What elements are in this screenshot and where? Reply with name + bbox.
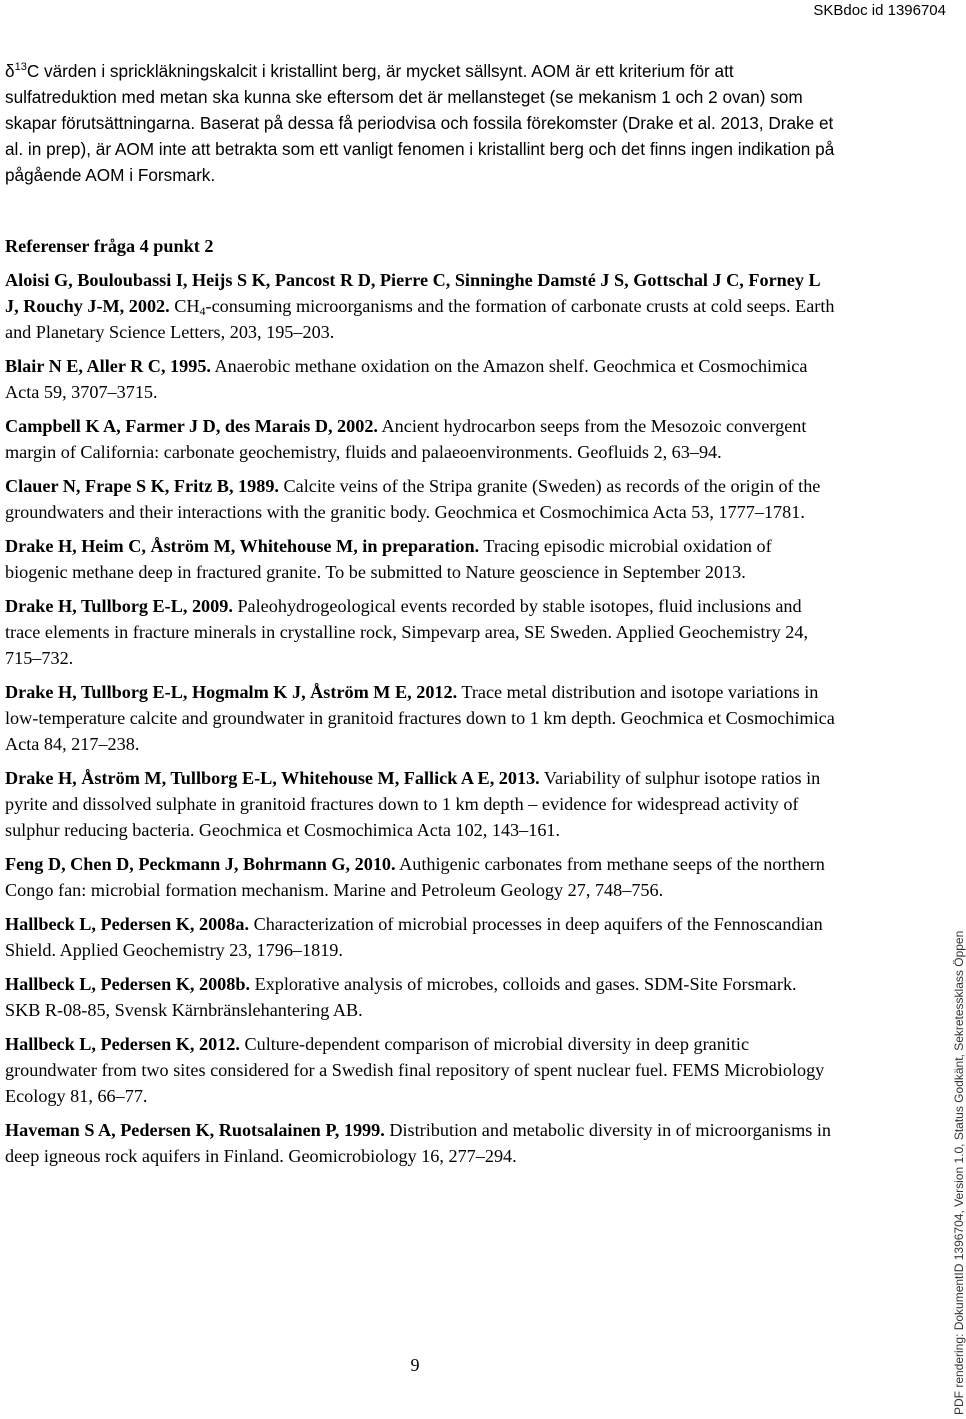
reference-text: Anaerobic methane oxidation on the Amazon shelf. Geochmica et Cosmochimica Acta 59, 3707–3715. bbox=[5, 356, 808, 402]
reference-text: Paleohydrogeological events recorded by stable isotopes, fluid inclusions and trace elements in fracture minerals in crystalline rock, Simpevarp area, SE Sweden. Applied Geochemistry 24, 715–732. bbox=[5, 596, 809, 668]
reference-authors: Clauer N, Frape S K, Fritz B, 1989. bbox=[5, 476, 279, 496]
reference-item bbox=[5, 679, 835, 757]
reference-text: Culture-dependent comparison of microbial diversity in deep granitic groundwater from two sites considered for a Swedish final repository of spent nuclear fuel. FEMS Microbiology Ecology 81, 66–77. bbox=[5, 1034, 825, 1106]
delta-symbol: δ bbox=[5, 61, 15, 81]
reference-authors: Feng D, Chen D, Peckmann J, Bohrmann G, 2010. bbox=[5, 854, 396, 874]
reference-authors: Hallbeck L, Pedersen K, 2008a. bbox=[5, 914, 250, 934]
reference-item bbox=[5, 533, 835, 585]
reference-authors: Drake H, Tullborg E-L, 2009. bbox=[5, 596, 233, 616]
reference-authors: Blair N E, Aller R C, 1995. bbox=[5, 356, 211, 376]
isotope-superscript: 13 bbox=[14, 61, 27, 73]
reference-item bbox=[5, 473, 835, 525]
intro-text: C värden i sprickläkningskalcit i kristallint berg, är mycket sällsynt. AOM är ett kriterium för att sulfatreduktion med metan ska kunna ske eftersom det är mellansteget (se mekanism 1 och 2 ovan) som skapar förutsättningarna. Baserat på dessa få periodvisa och fossila förekomster (Drake et al. 2013, Drake et al. in prep), är AOM inte att betrakta som ett vanligt fenomen i kristallint berg och det finns ingen indikation på pågående AOM i Forsmark. bbox=[5, 61, 835, 185]
pdf-rendering-sidebar-text: PDF rendering: DokumentID 1396704, Version 1.0, Status Godkänt, Sekretessklass Öppen bbox=[952, 930, 966, 1415]
reference-text: Characterization of microbial processes in deep aquifers of the Fennoscandian Shield. Applied Geochemistry 23, 1796–1819. bbox=[5, 914, 823, 960]
reference-item bbox=[5, 1117, 835, 1169]
reference-item bbox=[5, 911, 835, 963]
reference-text: Variability of sulphur isotope ratios in pyrite and dissolved sulphate in granitoid fractures down to 1 km depth – evidence for widespread activity of sulphur reducing bacteria. Geochmica et Cosmochimica Acta 102, 143–161. bbox=[5, 768, 821, 840]
intro-paragraph bbox=[5, 58, 835, 188]
reference-authors: Drake H, Heim C, Åström M, Whitehouse M, in preparation. bbox=[5, 536, 480, 556]
reference-text: Trace metal distribution and isotope variations in low-temperature calcite and groundwater in granitoid fractures down to 1 km depth. Geochmica et Cosmochimica Acta 84, 217–238. bbox=[5, 682, 835, 754]
reference-text: Authigenic carbonates from methane seeps of the northern Congo fan: microbial formation mechanism. Marine and Petroleum Geology 27, 748–756. bbox=[5, 854, 825, 900]
page-number: 9 bbox=[410, 1355, 420, 1375]
reference-authors: Aloisi G, Bouloubassi I, Heijs S K, Pancost R D, Pierre C, Sinninghe Damsté J S, Gottschal J C, Forney L J, Rouchy J-M, 2002. bbox=[5, 270, 820, 316]
reference-item bbox=[5, 1031, 835, 1109]
reference-item bbox=[5, 353, 835, 405]
references-heading: Referenser fråga 4 punkt 2 bbox=[5, 236, 214, 256]
reference-item bbox=[5, 851, 835, 903]
reference-text: Ancient hydrocarbon seeps from the Mesozoic convergent margin of California: carbonate geochemistry, fluids and palaeoenvironments. Geofluids 2, 63–94. bbox=[5, 416, 807, 462]
reference-authors: Campbell K A, Farmer J D, des Marais D, 2002. bbox=[5, 416, 378, 436]
reference-authors: Drake H, Tullborg E-L, Hogmalm K J, Åström M E, 2012. bbox=[5, 682, 458, 702]
reference-text: Tracing episodic microbial oxidation of biogenic methane deep in fractured granite. To be submitted to Nature geoscience in September 2013. bbox=[5, 536, 772, 582]
reference-item bbox=[5, 765, 835, 843]
reference-text: -consuming microorganisms and the formation of carbonate crusts at cold seeps. Earth and Planetary Science Letters, 203, 195–203. bbox=[5, 296, 835, 342]
reference-text: Distribution and metabolic diversity in of microorganisms in deep igneous rock aquifers in Finland. Geomicrobiology 16, 277–294. bbox=[5, 1120, 831, 1166]
reference-item bbox=[5, 971, 835, 1023]
reference-text-pre: CH bbox=[169, 296, 200, 316]
reference-text: Explorative analysis of microbes, colloids and gases. SDM-Site Forsmark. SKB R-08-85, Svensk Kärnbränslehantering AB. bbox=[5, 974, 797, 1020]
reference-item bbox=[5, 593, 835, 671]
reference-authors: Drake H, Åström M, Tullborg E-L, Whitehouse M, Fallick A E, 2013. bbox=[5, 768, 540, 788]
reference-item bbox=[5, 267, 835, 345]
reference-subscript: 4 bbox=[199, 304, 206, 318]
reference-authors: Haveman S A, Pedersen K, Ruotsalainen P, 1999. bbox=[5, 1120, 385, 1140]
reference-text: Calcite veins of the Stripa granite (Sweden) as records of the origin of the groundwaters and their interactions with the granitic body. Geochmica et Cosmochimica Acta 53, 1777–1781. bbox=[5, 476, 821, 522]
document-id: SKBdoc id 1396704 bbox=[813, 2, 946, 19]
reference-item bbox=[5, 413, 835, 465]
reference-authors: Hallbeck L, Pedersen K, 2012. bbox=[5, 1034, 240, 1054]
reference-authors: Hallbeck L, Pedersen K, 2008b. bbox=[5, 974, 251, 994]
page-content bbox=[5, 58, 835, 1177]
